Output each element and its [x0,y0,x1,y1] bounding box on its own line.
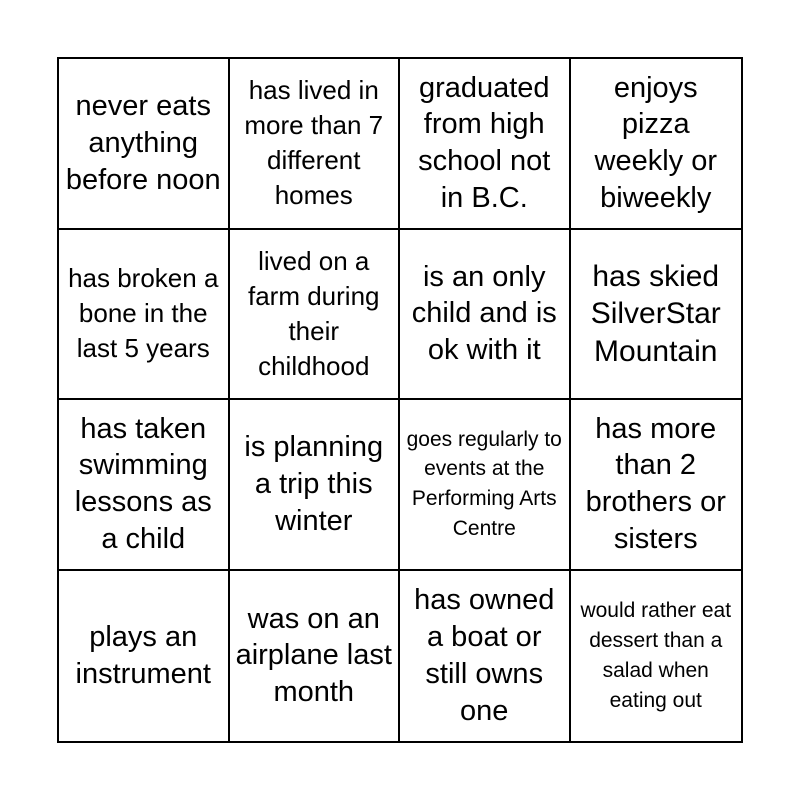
bingo-square[interactable] [400,571,571,742]
bingo-square[interactable] [59,59,230,230]
bingo-square[interactable] [230,400,401,571]
bingo-square[interactable] [59,400,230,571]
bingo-square[interactable] [230,230,401,401]
bingo-square-text: plays an instrument [75,620,211,690]
bingo-square-text: has more than 2 brothers or sisters [585,412,726,556]
bingo-square-text: has broken a bone in the last 5 years [68,263,219,364]
bingo-square[interactable] [59,571,230,742]
bingo-square-text: lived on a farm during their childhood [248,245,380,381]
bingo-square-text: was on an airplane last month [235,602,392,709]
bingo-square[interactable] [400,230,571,401]
bingo-square-text: has taken swimming lessons as a child [74,412,212,556]
bingo-square-text: would rather eat dessert than a salad when eating out [580,599,732,712]
bingo-square-text: goes regularly to events at the Performing Arts Centre [406,427,562,541]
bingo-square[interactable] [571,230,742,401]
bingo-square-text: has lived in more than 7 different homes [244,75,384,211]
bingo-square-text: is an only child and is ok with it [411,260,557,367]
bingo-square-text: graduated from high school not in B.C. [418,71,551,215]
bingo-square[interactable] [571,59,742,230]
bingo-square-text: has skied SilverStar Mountain [590,259,721,368]
bingo-square[interactable] [571,400,742,571]
bingo-square-text: enjoys pizza weekly or biweekly [594,71,717,215]
bingo-square-text: never eats anything before noon [65,90,221,196]
bingo-square[interactable] [400,400,571,571]
bingo-square[interactable] [230,571,401,742]
bingo-card [57,57,743,743]
bingo-square[interactable] [230,59,401,230]
bingo-square-text: is planning a trip this winter [244,431,384,537]
bingo-square[interactable] [59,230,230,401]
bingo-square[interactable] [400,59,571,230]
bingo-square[interactable] [571,571,742,742]
bingo-square-text: has owned a boat or still owns one [414,584,555,727]
